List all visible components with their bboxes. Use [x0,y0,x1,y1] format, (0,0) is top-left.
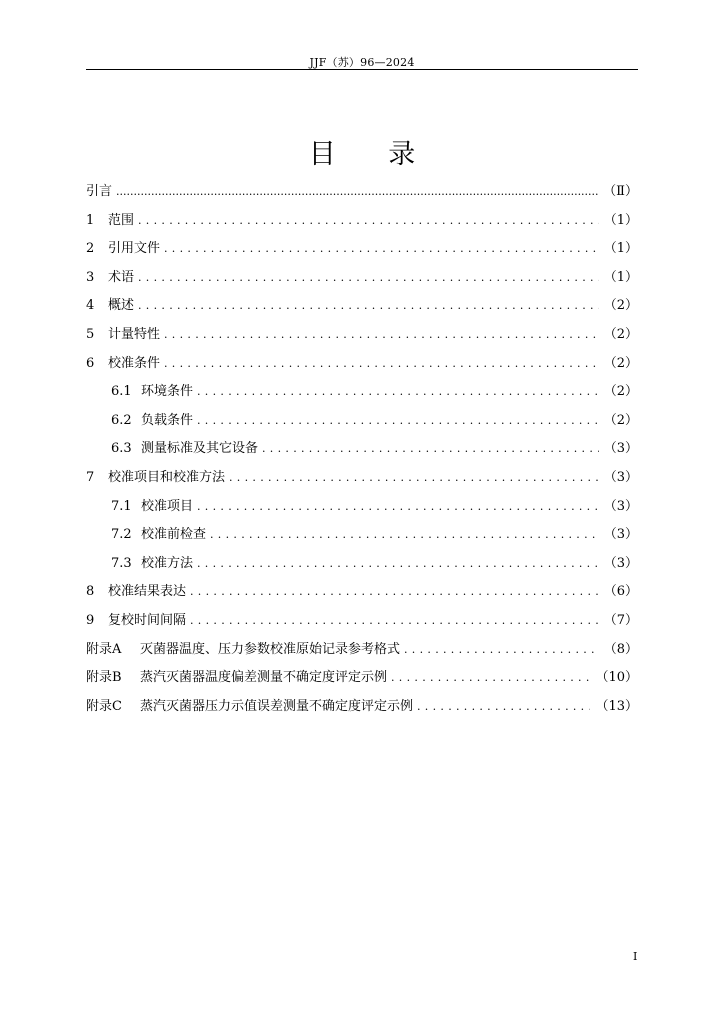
toc-entry-label: 灭菌器温度、压力参数校准原始记录参考格式 [140,641,401,657]
toc-entry-label: 计量特性 [108,326,161,342]
toc-entry[interactable] [86,464,638,493]
toc-entry-number: 6.3 [111,441,132,457]
toc-entry[interactable] [86,378,638,407]
toc-dot-leader [197,550,599,579]
toc-entry[interactable] [86,693,638,722]
toc-entry-page: （8） [603,641,638,657]
toc-entry-page: （2） [603,384,638,400]
toc-entry-page: （3） [603,469,638,485]
toc-entry-number: 附录B [86,670,122,686]
toc-entry[interactable] [86,292,638,321]
toc-entry-page: （3） [603,498,638,514]
toc-entry-page: （2） [603,412,638,428]
toc-dot-leader [197,407,599,436]
toc-entry-page: （6） [603,584,638,600]
toc-entry-number: 7.3 [111,555,132,571]
toc-entry[interactable] [86,178,638,207]
toc-entry-label: 校准项目和校准方法 [108,469,226,485]
toc-entry[interactable] [86,235,638,264]
toc-entry[interactable] [86,350,638,379]
toc-entry-page: （2） [603,326,638,342]
toc-entry-number: 3 [86,269,95,285]
toc-entry-label: 校准项目 [141,498,194,514]
toc-entry-label: 校准条件 [108,355,161,371]
toc-dot-leader [116,178,598,207]
toc-entry-label: 环境条件 [141,384,194,400]
toc-entry-number: 9 [86,612,95,628]
toc-entry-page: （Ⅱ） [603,184,638,199]
toc-entry[interactable] [86,550,638,579]
toc-entry[interactable] [86,493,638,522]
toc-entry-label: 复校时间间隔 [108,612,187,628]
toc-entry-number: 6 [86,355,95,371]
toc-entry-number: 8 [86,584,95,600]
toc-entry-page: （3） [603,441,638,457]
toc-entry-label: 蒸汽灭菌器压力示值误差测量不确定度评定示例 [140,698,414,714]
toc-dot-leader [404,636,599,665]
toc-entry-page: （3） [603,555,638,571]
toc-dot-leader [164,321,599,350]
toc-entry-page: （1） [603,269,638,285]
toc-entry-label: 术语 [108,269,135,285]
toc-entry-page: （10） [595,670,638,686]
toc-dot-leader [210,521,599,550]
toc-entry-page: （1） [603,212,638,228]
toc-entry-number: 5 [86,326,95,342]
toc-entry-number: 4 [86,298,95,314]
toc-entry-label: 测量标准及其它设备 [141,441,259,457]
toc-entry-label: 概述 [108,298,135,314]
toc-entry[interactable] [86,636,638,665]
toc-dot-leader [138,207,599,236]
toc-entry-page: （2） [603,298,638,314]
toc-dot-leader [197,378,599,407]
toc-entry-label: 蒸汽灭菌器温度偏差测量不确定度评定示例 [140,670,388,686]
toc-entry[interactable] [86,578,638,607]
toc-entry-label: 引言 [86,184,113,199]
toc-entry[interactable] [86,207,638,236]
toc-entry-label: 校准结果表达 [108,584,187,600]
toc-entry-page: （3） [603,527,638,543]
toc-dot-leader [190,578,599,607]
toc-entry-label: 范围 [108,212,135,228]
toc-entry[interactable] [86,435,638,464]
toc-entry-number: 6.1 [111,384,132,400]
toc-entry-label: 校准方法 [141,555,194,571]
toc-entry-label: 引用文件 [108,241,161,257]
toc-dot-leader [391,664,590,693]
toc-entry-page: （13） [595,698,638,714]
toc-entry-number: 7 [86,469,95,485]
toc-dot-leader [417,693,590,722]
toc-entry[interactable] [86,664,638,693]
toc-entry-number: 附录A [86,641,122,657]
table-of-contents [86,178,638,721]
toc-dot-leader [197,493,599,522]
toc-entry[interactable] [86,521,638,550]
page-number: I [633,950,638,963]
toc-entry-label: 校准前检查 [141,527,207,543]
toc-dot-leader [190,607,599,636]
toc-entry[interactable] [86,264,638,293]
toc-entry-page: （1） [603,241,638,257]
toc-entry-number: 附录C [86,698,122,714]
toc-dot-leader [229,464,599,493]
toc-entry-label: 负载条件 [141,412,194,428]
toc-entry[interactable] [86,407,638,436]
toc-entry-number: 7.2 [111,527,132,543]
toc-entry[interactable] [86,321,638,350]
toc-entry-number: 1 [86,212,95,228]
toc-dot-leader [138,264,599,293]
toc-dot-leader [164,350,599,379]
toc-entry-number: 6.2 [111,412,132,428]
header-rule [86,69,638,70]
toc-dot-leader [138,292,599,321]
toc-dot-leader [164,235,599,264]
toc-dot-leader [262,435,599,464]
header-standard-code: JJF（苏）96—2024 [309,56,415,69]
toc-entry-page: （2） [603,355,638,371]
toc-entry-page: （7） [603,612,638,628]
toc-entry[interactable] [86,607,638,636]
page-title: 目 录 [308,139,438,170]
toc-entry-number: 7.1 [111,498,132,514]
toc-entry-number: 2 [86,241,95,257]
